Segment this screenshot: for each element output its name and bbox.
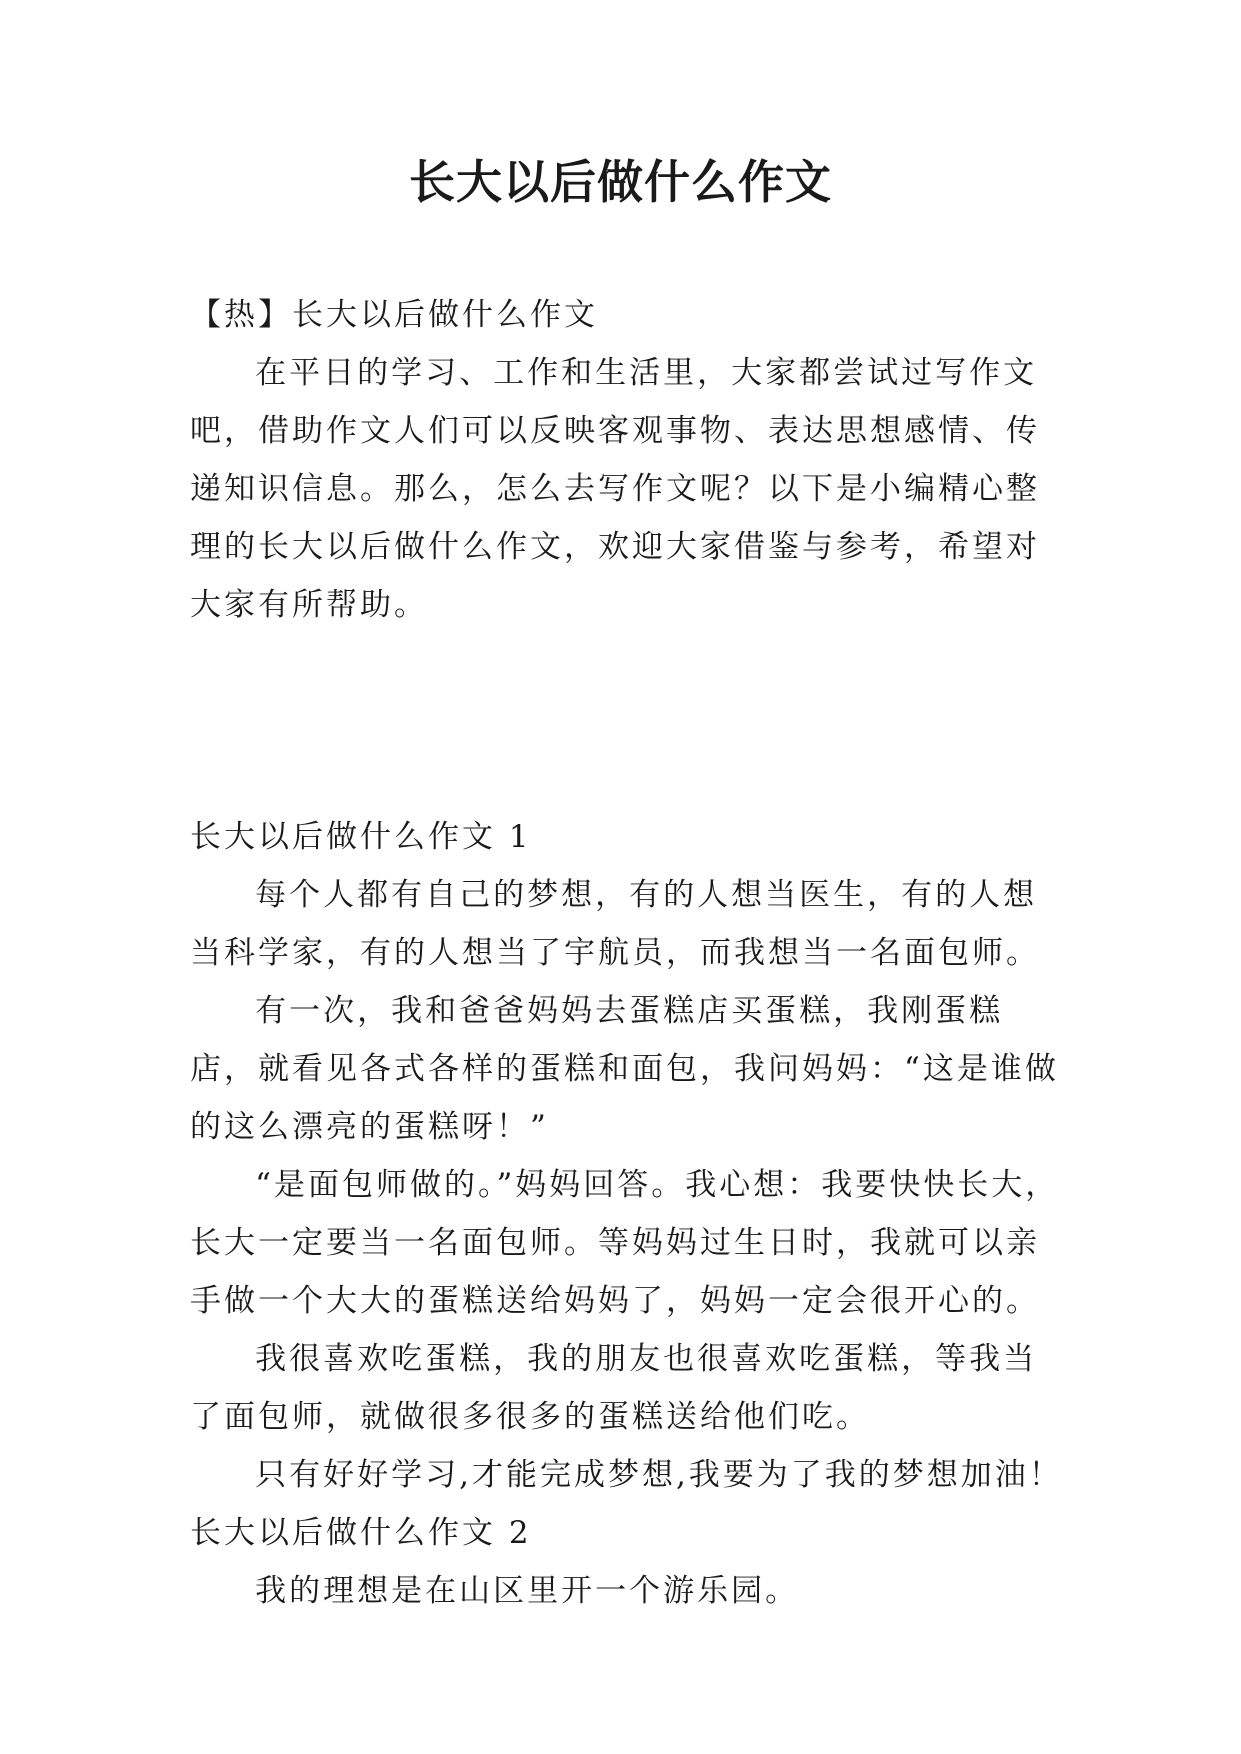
hot-title: 【热】长大以后做什么作文	[190, 297, 598, 333]
section-1-title: 长大以后做什么作文 1	[190, 819, 532, 855]
section-1-paragraph-5: 只有好好学习,才能完成梦想,我要为了我的梦想加油！	[255, 1457, 1063, 1493]
section-1-paragraph-3: “是面包师做的。”妈妈回答。我心想：我要快快长大，长大一定要当一名面包师。等妈妈过生日时，我就可以亲手做一个大大的蛋糕送给妈妈了，妈妈一定会很开心的。	[190, 1167, 1060, 1319]
section-1-paragraph-2: 有一次，我和爸爸妈妈去蛋糕店买蛋糕，我刚蛋糕店，就看见各式各样的蛋糕和面包，我问妈妈：“这是谁做的这么漂亮的蛋糕呀！”	[190, 993, 1059, 1145]
section-1-paragraph-4: 我很喜欢吃蛋糕，我的朋友也很喜欢吃蛋糕，等我当了面包师，就做很多很多的蛋糕送给他们吃。	[190, 1341, 1038, 1435]
document-body	[190, 286, 1070, 1620]
document-title: 长大以后做什么作文	[409, 155, 832, 209]
section-2-title: 长大以后做什么作文 2	[190, 1515, 532, 1551]
intro-paragraph: 在平日的学习、工作和生活里，大家都尝试过写作文吧，借助作文人们可以反映客观事物、表达思想感情、传递知识信息。那么，怎么去写作文呢？以下是小编精心整理的长大以后做什么作文，欢迎大家借鉴与参考，希望对大家有所帮助。	[190, 355, 1040, 623]
section-2-paragraph-1: 我的理想是在山区里开一个游乐园。	[255, 1573, 800, 1609]
spacer	[190, 634, 1070, 808]
section-1-paragraph-1: 每个人都有自己的梦想，有的人想当医生，有的人想当科学家，有的人想当了宇航员，而我想当一名面包师。	[190, 877, 1040, 971]
